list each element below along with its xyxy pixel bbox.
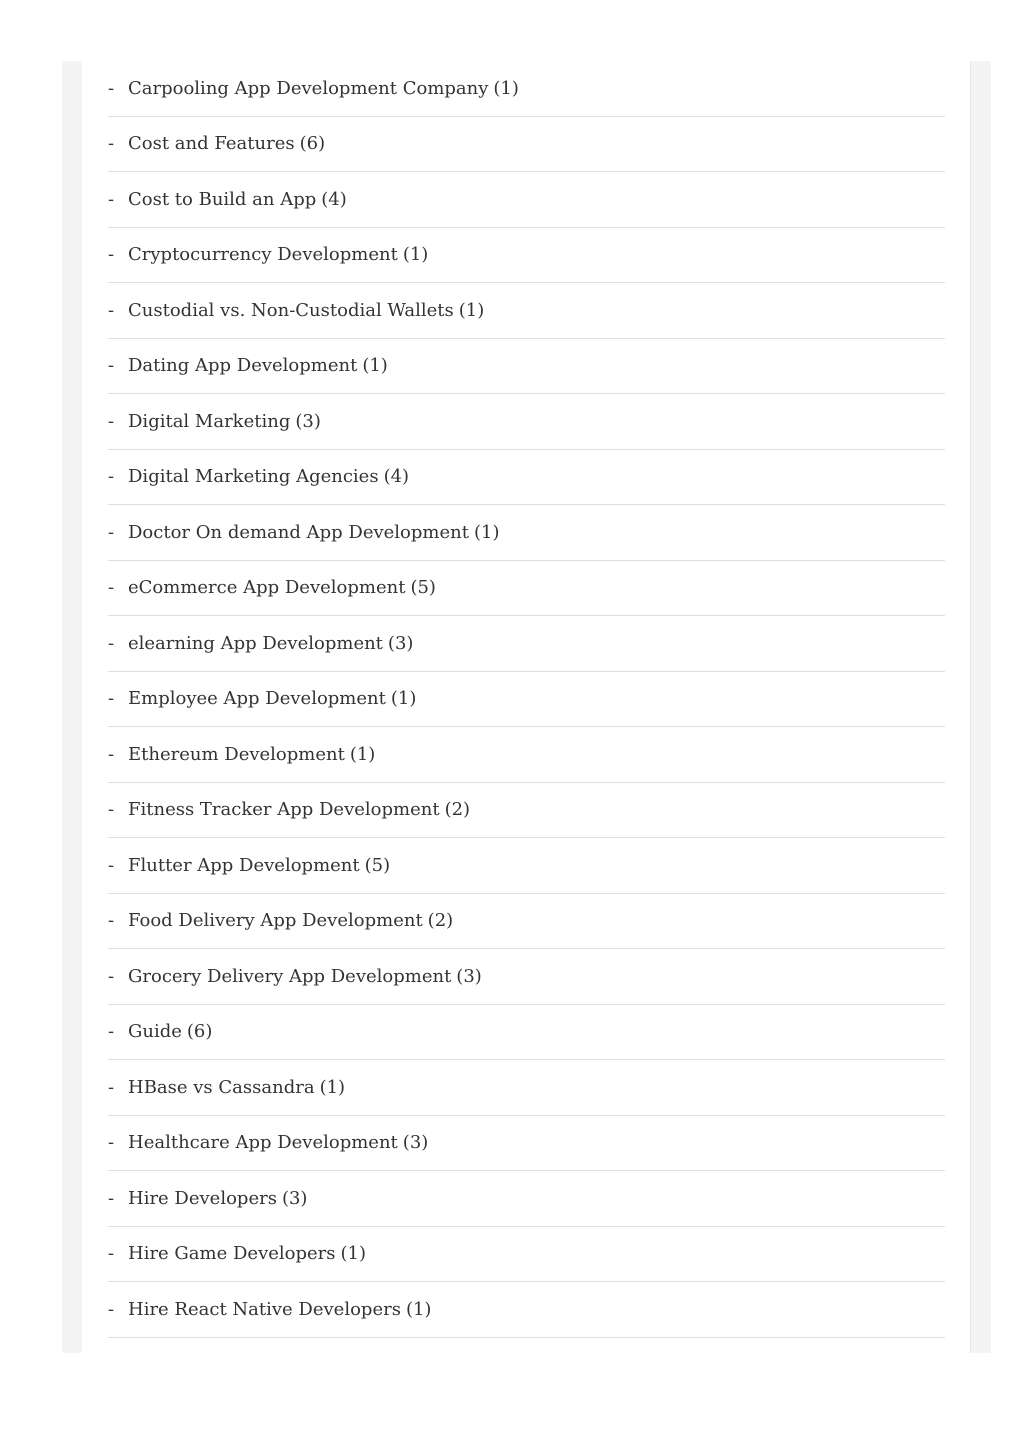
category-bullet: - [108,133,115,155]
category-link[interactable]: Food Delivery App Development [128,910,423,932]
category-bullet: - [108,1021,115,1043]
category-item[interactable] [108,450,945,506]
category-count: (5) [410,577,436,599]
category-count: (1) [362,355,388,377]
category-count: (1) [402,244,429,266]
category-link[interactable]: Cryptocurrency Development [128,244,398,266]
category-bullet: - [108,355,115,377]
category-bullet: - [108,188,115,210]
category-count: (1) [493,77,519,99]
category-item[interactable] [108,894,945,950]
category-link[interactable]: Dating App Development [128,355,358,377]
category-link[interactable]: Carpooling App Development Company [128,77,489,99]
category-item[interactable] [108,172,945,228]
category-count: (1) [319,1076,346,1098]
category-item[interactable] [108,727,945,783]
category-count: (3) [456,965,482,987]
category-item[interactable] [108,838,945,894]
category-count: (3) [281,1187,308,1209]
category-item[interactable] [108,949,945,1005]
category-item[interactable] [108,1060,945,1116]
category-link[interactable]: Flutter App Development [128,854,360,876]
category-bullet: - [108,244,115,266]
category-item[interactable] [108,561,945,617]
category-item[interactable] [108,783,945,839]
category-item[interactable] [108,228,945,284]
category-link[interactable]: Hire Developers [128,1187,277,1209]
category-item[interactable] [108,117,945,173]
category-count: (4) [321,188,347,210]
category-item[interactable] [108,1171,945,1227]
category-count: (3) [387,632,414,654]
category-bullet: - [108,466,115,488]
category-bullet: - [108,1243,115,1265]
category-bullet: - [108,77,115,99]
category-count: (2) [427,910,454,932]
category-link[interactable]: Fitness Tracker App Development [128,799,440,821]
category-link[interactable]: Cost to Build an App [128,188,317,210]
sidebar-right-gutter [970,61,991,1353]
category-link[interactable]: Cost and Features [128,133,295,155]
category-count: (6) [186,1021,213,1043]
category-count: (3) [295,410,321,432]
category-bullet: - [108,410,115,432]
category-bullet: - [108,299,115,321]
category-count: (1) [390,688,417,710]
category-list [108,61,945,1338]
category-count: (3) [402,1132,429,1154]
category-bullet: - [108,1132,115,1154]
category-link[interactable]: Ethereum Development [128,743,345,765]
category-count: (2) [444,799,471,821]
category-bullet: - [108,1187,115,1209]
category-bullet: - [108,743,115,765]
category-item[interactable] [108,394,945,450]
category-bullet: - [108,577,115,599]
category-count: (1) [405,1298,432,1320]
category-item[interactable] [108,1116,945,1172]
category-count: (5) [364,854,391,876]
category-link[interactable]: Doctor On demand App Development [128,521,469,543]
category-count: (4) [383,466,410,488]
category-link[interactable]: Digital Marketing Agencies [128,466,379,488]
category-link[interactable]: Grocery Delivery App Development [128,965,452,987]
category-count: (1) [458,299,485,321]
category-bullet: - [108,799,115,821]
category-item[interactable] [108,61,945,117]
category-item[interactable] [108,1282,945,1338]
category-item[interactable] [108,505,945,561]
category-bullet: - [108,910,115,932]
category-item[interactable] [108,672,945,728]
category-link[interactable]: HBase vs Cassandra [128,1076,315,1098]
category-item[interactable] [108,1005,945,1061]
category-count: (1) [349,743,376,765]
category-bullet: - [108,965,115,987]
category-item[interactable] [108,1227,945,1283]
category-bullet: - [108,521,115,543]
category-item[interactable] [108,283,945,339]
category-item[interactable] [108,616,945,672]
category-count: (6) [299,133,326,155]
category-link[interactable]: eCommerce App Development [128,577,406,599]
category-link[interactable]: Hire Game Developers [128,1243,336,1265]
category-bullet: - [108,632,115,654]
category-link[interactable]: Employee App Development [128,688,386,710]
category-count: (1) [473,521,500,543]
category-link[interactable]: Hire React Native Developers [128,1298,401,1320]
category-link[interactable]: Guide [128,1021,182,1043]
category-bullet: - [108,854,115,876]
category-item[interactable] [108,339,945,395]
category-bullet: - [108,1298,115,1320]
category-link[interactable]: Digital Marketing [128,410,291,432]
category-bullet: - [108,688,115,710]
sidebar-left-gutter [62,61,82,1353]
category-bullet: - [108,1076,115,1098]
category-link[interactable]: Healthcare App Development [128,1132,398,1154]
category-link[interactable]: elearning App Development [128,632,383,654]
categories-panel [82,61,970,1353]
category-link[interactable]: Custodial vs. Non-Custodial Wallets [128,299,454,321]
category-count: (1) [340,1243,367,1265]
